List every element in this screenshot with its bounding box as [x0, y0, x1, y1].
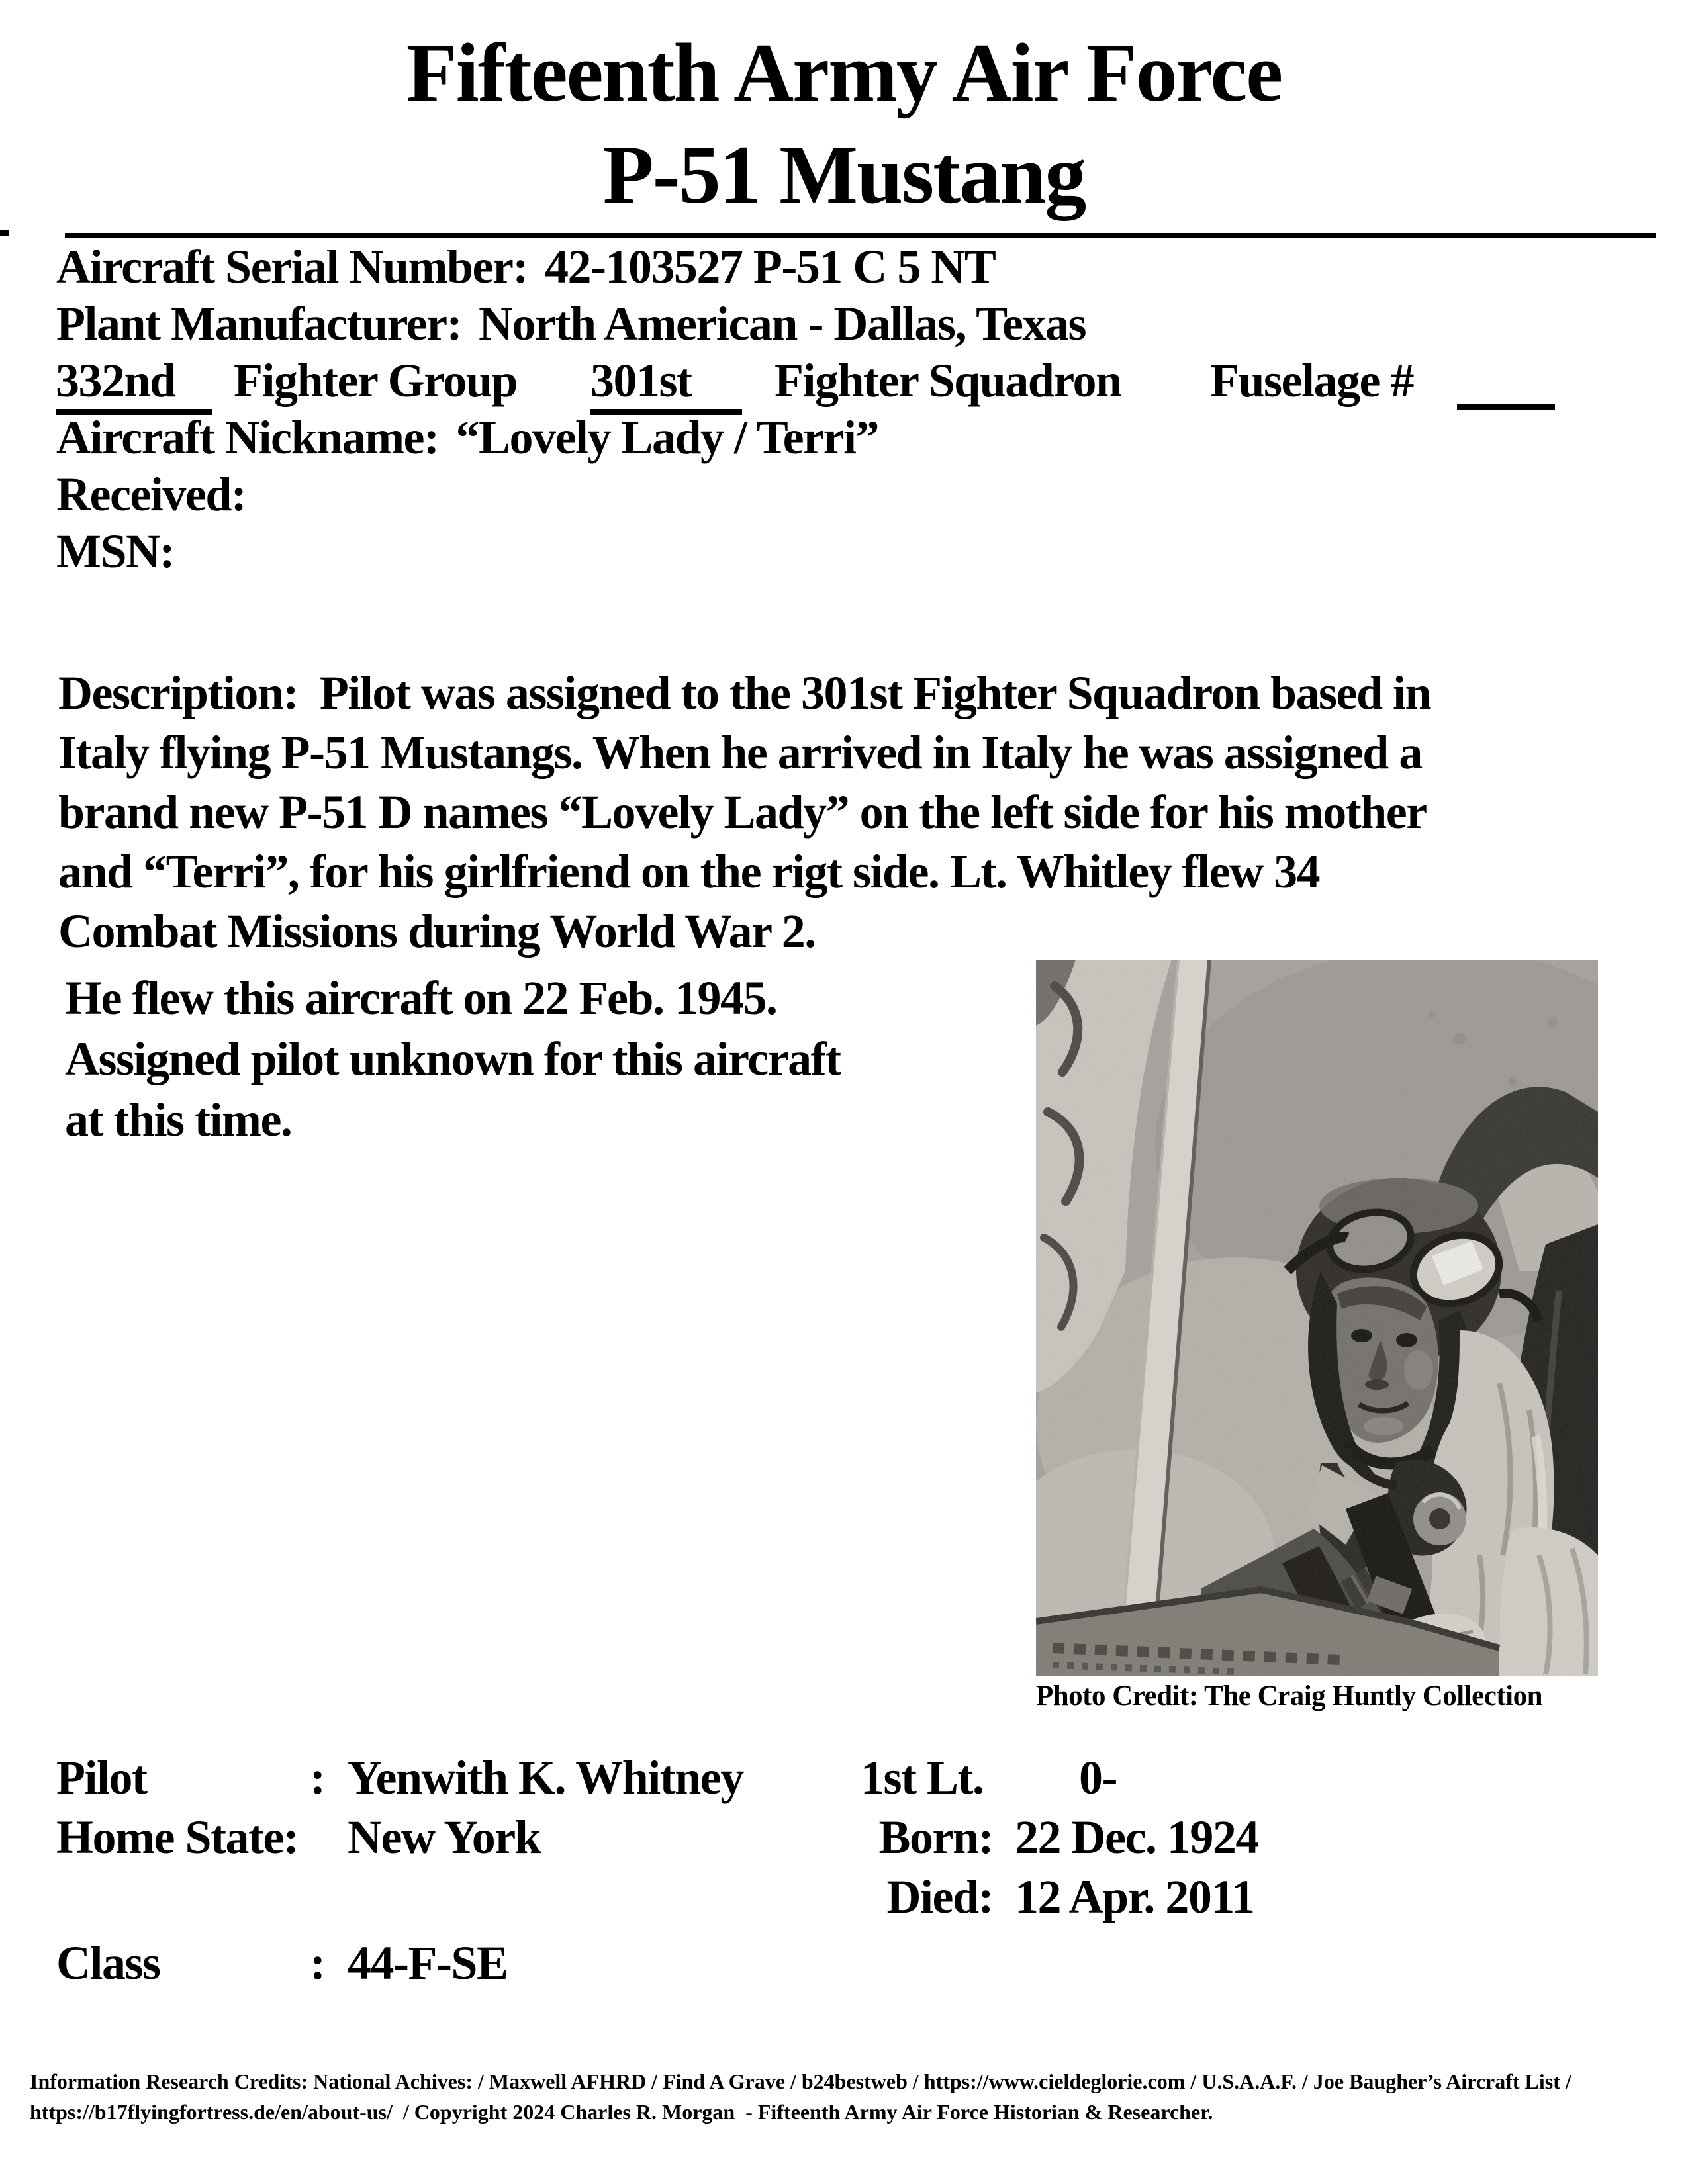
- died-label: Died:: [886, 1870, 993, 1923]
- class-colon: :: [310, 1936, 325, 1989]
- page-subtitle: P-51 Mustang: [602, 129, 1086, 221]
- msn-label: MSN:: [56, 525, 174, 578]
- class-label: Class: [56, 1936, 160, 1989]
- fighter-squadron-label: Fighter Squadron: [774, 354, 1121, 407]
- description-line: Italy flying P-51 Mustangs. When he arrived in Italy he was assigned a: [58, 726, 1422, 779]
- flight-note-section: [65, 968, 841, 1150]
- description-line: and “Terri”, for his girlfriend on the rigt side. Lt. Whitley flew 34: [58, 845, 1320, 898]
- serial-number-label: Aircraft Serial Number:: [56, 240, 528, 293]
- home-state-row: [56, 1810, 1645, 1868]
- died-row: [56, 1870, 1645, 1928]
- credits-line: https://b17flyingfortress.de/en/about-us/ / Copyright 2024 Charles R. Morgan - Fifteenth Army Air Force Historian & Researcher.: [30, 2100, 1213, 2124]
- serial-number-value: 42-103527 P-51 C 5 NT: [544, 240, 996, 293]
- pilot-label: Pilot: [56, 1751, 147, 1804]
- manufacturer-value: North American - Dallas, Texas: [479, 297, 1086, 350]
- photo-credit: Photo Credit: The Craig Huntly Collection: [1036, 1680, 1543, 1711]
- manufacturer-label: Plant Manufacturer:: [56, 297, 462, 350]
- fuselage-number-label: Fuselage #: [1210, 354, 1413, 407]
- home-state-value: New York: [348, 1811, 541, 1864]
- pilot-photo-illustration: [1036, 960, 1598, 1676]
- class-value: 44-F-SE: [348, 1936, 508, 1989]
- nickname-line: [56, 409, 1086, 466]
- flight-note-line: Assigned pilot unknown for this aircraft: [65, 1032, 841, 1085]
- description-line: Description: Pilot was assigned to the 301st Fighter Squadron based in: [58, 666, 1431, 719]
- fighter-squadron-number: 301st: [590, 352, 742, 415]
- nickname-value: “Lovely Lady / Terri”: [455, 411, 879, 464]
- class-row: [56, 1936, 1645, 1994]
- received-label: Received:: [56, 468, 246, 521]
- pilot-colon: :: [310, 1751, 325, 1804]
- description-line: Combat Missions during World War 2.: [58, 905, 816, 958]
- title-divider-rule: [65, 233, 1656, 238]
- fighter-group-number: 332nd: [56, 352, 212, 415]
- left-margin-dash: [0, 230, 9, 236]
- born-label: Born:: [878, 1811, 993, 1864]
- document-header: [0, 23, 1688, 226]
- received-line: [56, 466, 1086, 523]
- serial-number-line: [56, 238, 1086, 295]
- group-squadron-line: [56, 352, 1413, 409]
- msn-line: [56, 523, 1086, 580]
- fighter-group-label: Fighter Group: [234, 354, 517, 407]
- died-value: 12 Apr. 2011: [1015, 1870, 1254, 1923]
- pilot-rank: 1st Lt.: [861, 1751, 984, 1804]
- description-line: brand new P-51 D names “Lovely Lady” on the left side for his mother: [58, 786, 1427, 839]
- description-section: [58, 663, 1430, 961]
- aircraft-info-section: [56, 238, 1413, 580]
- flight-note-line: at this time.: [65, 1093, 292, 1146]
- flight-note-line: He flew this aircraft on 22 Feb. 1945.: [65, 972, 777, 1024]
- born-value: 22 Dec. 1924: [1015, 1811, 1258, 1864]
- credits-line: Information Research Credits: National Achives: / Maxwell AFHRD / Find A Grave / b24bestweb / https://www.cieldeglorie.com / U.S.A.A.F. / Joe Baugher’s Aircraft List /: [30, 2070, 1571, 2093]
- pilot-name-row: [56, 1751, 1645, 1809]
- pilot-name: Yenwith K. Whitney: [348, 1751, 743, 1804]
- home-state-label: Home State:: [56, 1811, 299, 1864]
- fuselage-number-blank: [1457, 352, 1555, 410]
- manufacturer-line: [56, 295, 1086, 352]
- page-title: Fifteenth Army Air Force: [406, 27, 1282, 119]
- pilot-photo: [1036, 960, 1598, 1676]
- credits-footer: [30, 2066, 1685, 2127]
- nickname-label: Aircraft Nickname:: [56, 411, 439, 464]
- pilot-serial-prefix: 0-: [1079, 1751, 1117, 1804]
